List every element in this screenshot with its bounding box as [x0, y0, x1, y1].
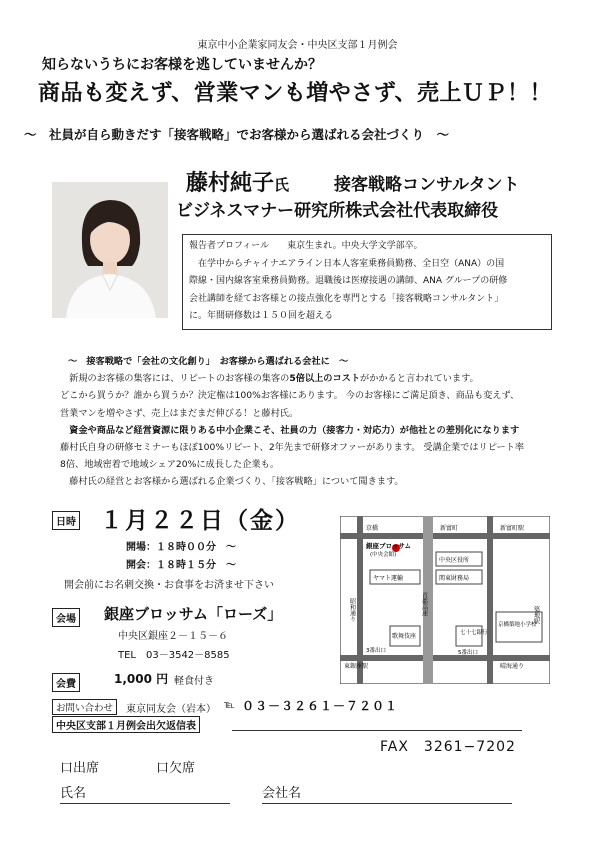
speaker-honorific: 氏 [274, 176, 290, 194]
date-label: 日時 [52, 511, 80, 530]
map-label: 昭和通り [348, 598, 356, 622]
profile-line: 報告者プロフィール 東京生まれ。中央大学文学部卒。 [189, 241, 423, 251]
body-heading: ～ 接客戦略で「会社の文化創り」 お客様から選ばれる会社に ～ [68, 356, 349, 367]
body-emphasis: 5倍以上のコスト [289, 373, 361, 385]
body-text-span: 新規のお客様の集客には、リピートのお客様の集客の [60, 373, 290, 385]
body-text-span: がかかると言われています。 [360, 373, 479, 385]
venue-label: 会場 [52, 608, 80, 627]
speaker-title-role: 接客戦略コンサルタント [334, 175, 520, 195]
contact-org: 東京同友会（岩本） [126, 704, 216, 715]
map-label: 首都高速 [420, 592, 428, 616]
profile-line: 会社講師を経てお客様との接点強化を専門とする「接客戦略コンサルタント」 [189, 293, 504, 304]
map-label: 築地駅 [532, 606, 540, 624]
speaker-title-company: ビジネスマナー研究所株式会社代表取締役 [176, 201, 499, 221]
map-label: 5番出口 [458, 650, 478, 656]
absent-checkbox[interactable]: 口欠席 [156, 761, 196, 776]
tagline-question: 知らないうちにお客様を逃していませんか？ [42, 57, 322, 73]
map-building [456, 626, 482, 646]
tagline-subtitle: ～ 社員が自ら動きだす「接客戦略」でお客様から選ばれる会社づくり ～ [24, 127, 450, 142]
venue-tel: TEL 03－3542－8585 [118, 650, 230, 661]
map-label: 銀座ブロッサム [366, 542, 412, 550]
speaker-photo [52, 182, 168, 318]
fee-label: 会費 [52, 673, 80, 692]
body-paragraph: 藤村氏の経営とお客様から選ばれる企業づくり、「接客戦略」について聞きます。 [60, 476, 404, 488]
venue-map [340, 516, 550, 684]
body-paragraph: 営業マンを増やさず、売上はまだまだ伸びる！と藤村氏。 [60, 407, 299, 419]
map-label: 歌舞伎座 [392, 633, 417, 640]
map-label: 中央区役所 [439, 557, 470, 564]
name-field[interactable] [60, 782, 230, 804]
body-paragraph: どこから買うか？誰から買うか？決定権は100%お客様にあります。 今のお客様にご満足頂き、商品も変えず、 [60, 390, 520, 402]
contact-tel-label: ℡ [224, 700, 235, 711]
reply-form-header: 中央区支部１月例会出欠返信表 [52, 716, 200, 733]
event-note: 開会前にお名刺交換・お食事をお済ませ下さい [64, 580, 274, 591]
map-label: (中央会館) [370, 552, 397, 558]
map-label: ヤマト運輸 [373, 575, 404, 582]
company-label: 会社名 [262, 786, 302, 801]
body-text [60, 353, 560, 491]
portrait-image [52, 182, 168, 318]
fax-number: FAX 3261−7202 [380, 739, 516, 755]
start-time: 開会：１８時１５分 ～ [126, 560, 236, 571]
contact-label: お問い合わせ [52, 699, 117, 715]
map-label: 3番出口 [366, 648, 386, 654]
body-paragraph [60, 370, 560, 387]
profile-line: に。年間研修数は１５０回を超える [189, 311, 334, 321]
name-label: 氏名 [60, 786, 87, 801]
body-paragraph: 藤村氏自身の研修セミナーもほぼ100%リピート、2年先まで研修オファーがあります。 受講企業ではリピート率 [60, 442, 525, 454]
organizer-line: 東京中小企業家同友会・中央区支部１月例会 [197, 40, 398, 51]
venue-name: 銀座ブロッサム「ローズ」 [104, 605, 283, 623]
open-time: 開場：１８時００分 ～ [126, 542, 236, 553]
contact-tel: ０３－３２６１－７２０１ [242, 699, 399, 713]
body-paragraph: 8倍、地域密着で地域シェア20%に成長した企業も。 [60, 459, 280, 471]
map-label: 東銀座駅 [344, 663, 369, 670]
profile-line: 際線・国内線客室乗務員勤務。退職後は医療接遇の講師、ANA グループの研修 [189, 276, 508, 286]
map-label: 関東財務局 [439, 575, 470, 582]
body-paragraph: 資金や商品など経営資源に限りある中小企業こそ、社員の力（接客力・対応力）が他社との差別化になります [60, 424, 520, 436]
event-date: １月２２日（金） [100, 508, 300, 534]
map-label: 京橋築地小学校 [498, 622, 537, 628]
venue-address: 中央区銀座２－１５－６ [118, 631, 228, 642]
map-label: 新富町 [440, 525, 459, 532]
attend-checkbox[interactable]: 口出席 [60, 761, 100, 776]
map-label: 晴海通り [500, 663, 525, 670]
map-label: 新富町駅 [500, 525, 525, 532]
tagline-headline: 商品も変えず、営業マンも増やさず、売上ＵＰ！！ [38, 81, 552, 106]
profile-box [182, 234, 552, 330]
fee-amount: 1,000 円 [114, 672, 169, 686]
fee-note: 軽食付き [174, 676, 214, 687]
company-field[interactable] [262, 782, 512, 804]
map-label: 七十七銀行 [460, 630, 488, 636]
speaker-name-text: 藤村純子 [186, 171, 275, 196]
profile-line: 在学中からチャイナエアライン日本人客室乗務員勤務、全日空（ANA）の国 [189, 258, 505, 269]
speaker-name [186, 166, 289, 197]
map-label: 京橋 [366, 525, 379, 532]
reply-divider [232, 730, 522, 731]
